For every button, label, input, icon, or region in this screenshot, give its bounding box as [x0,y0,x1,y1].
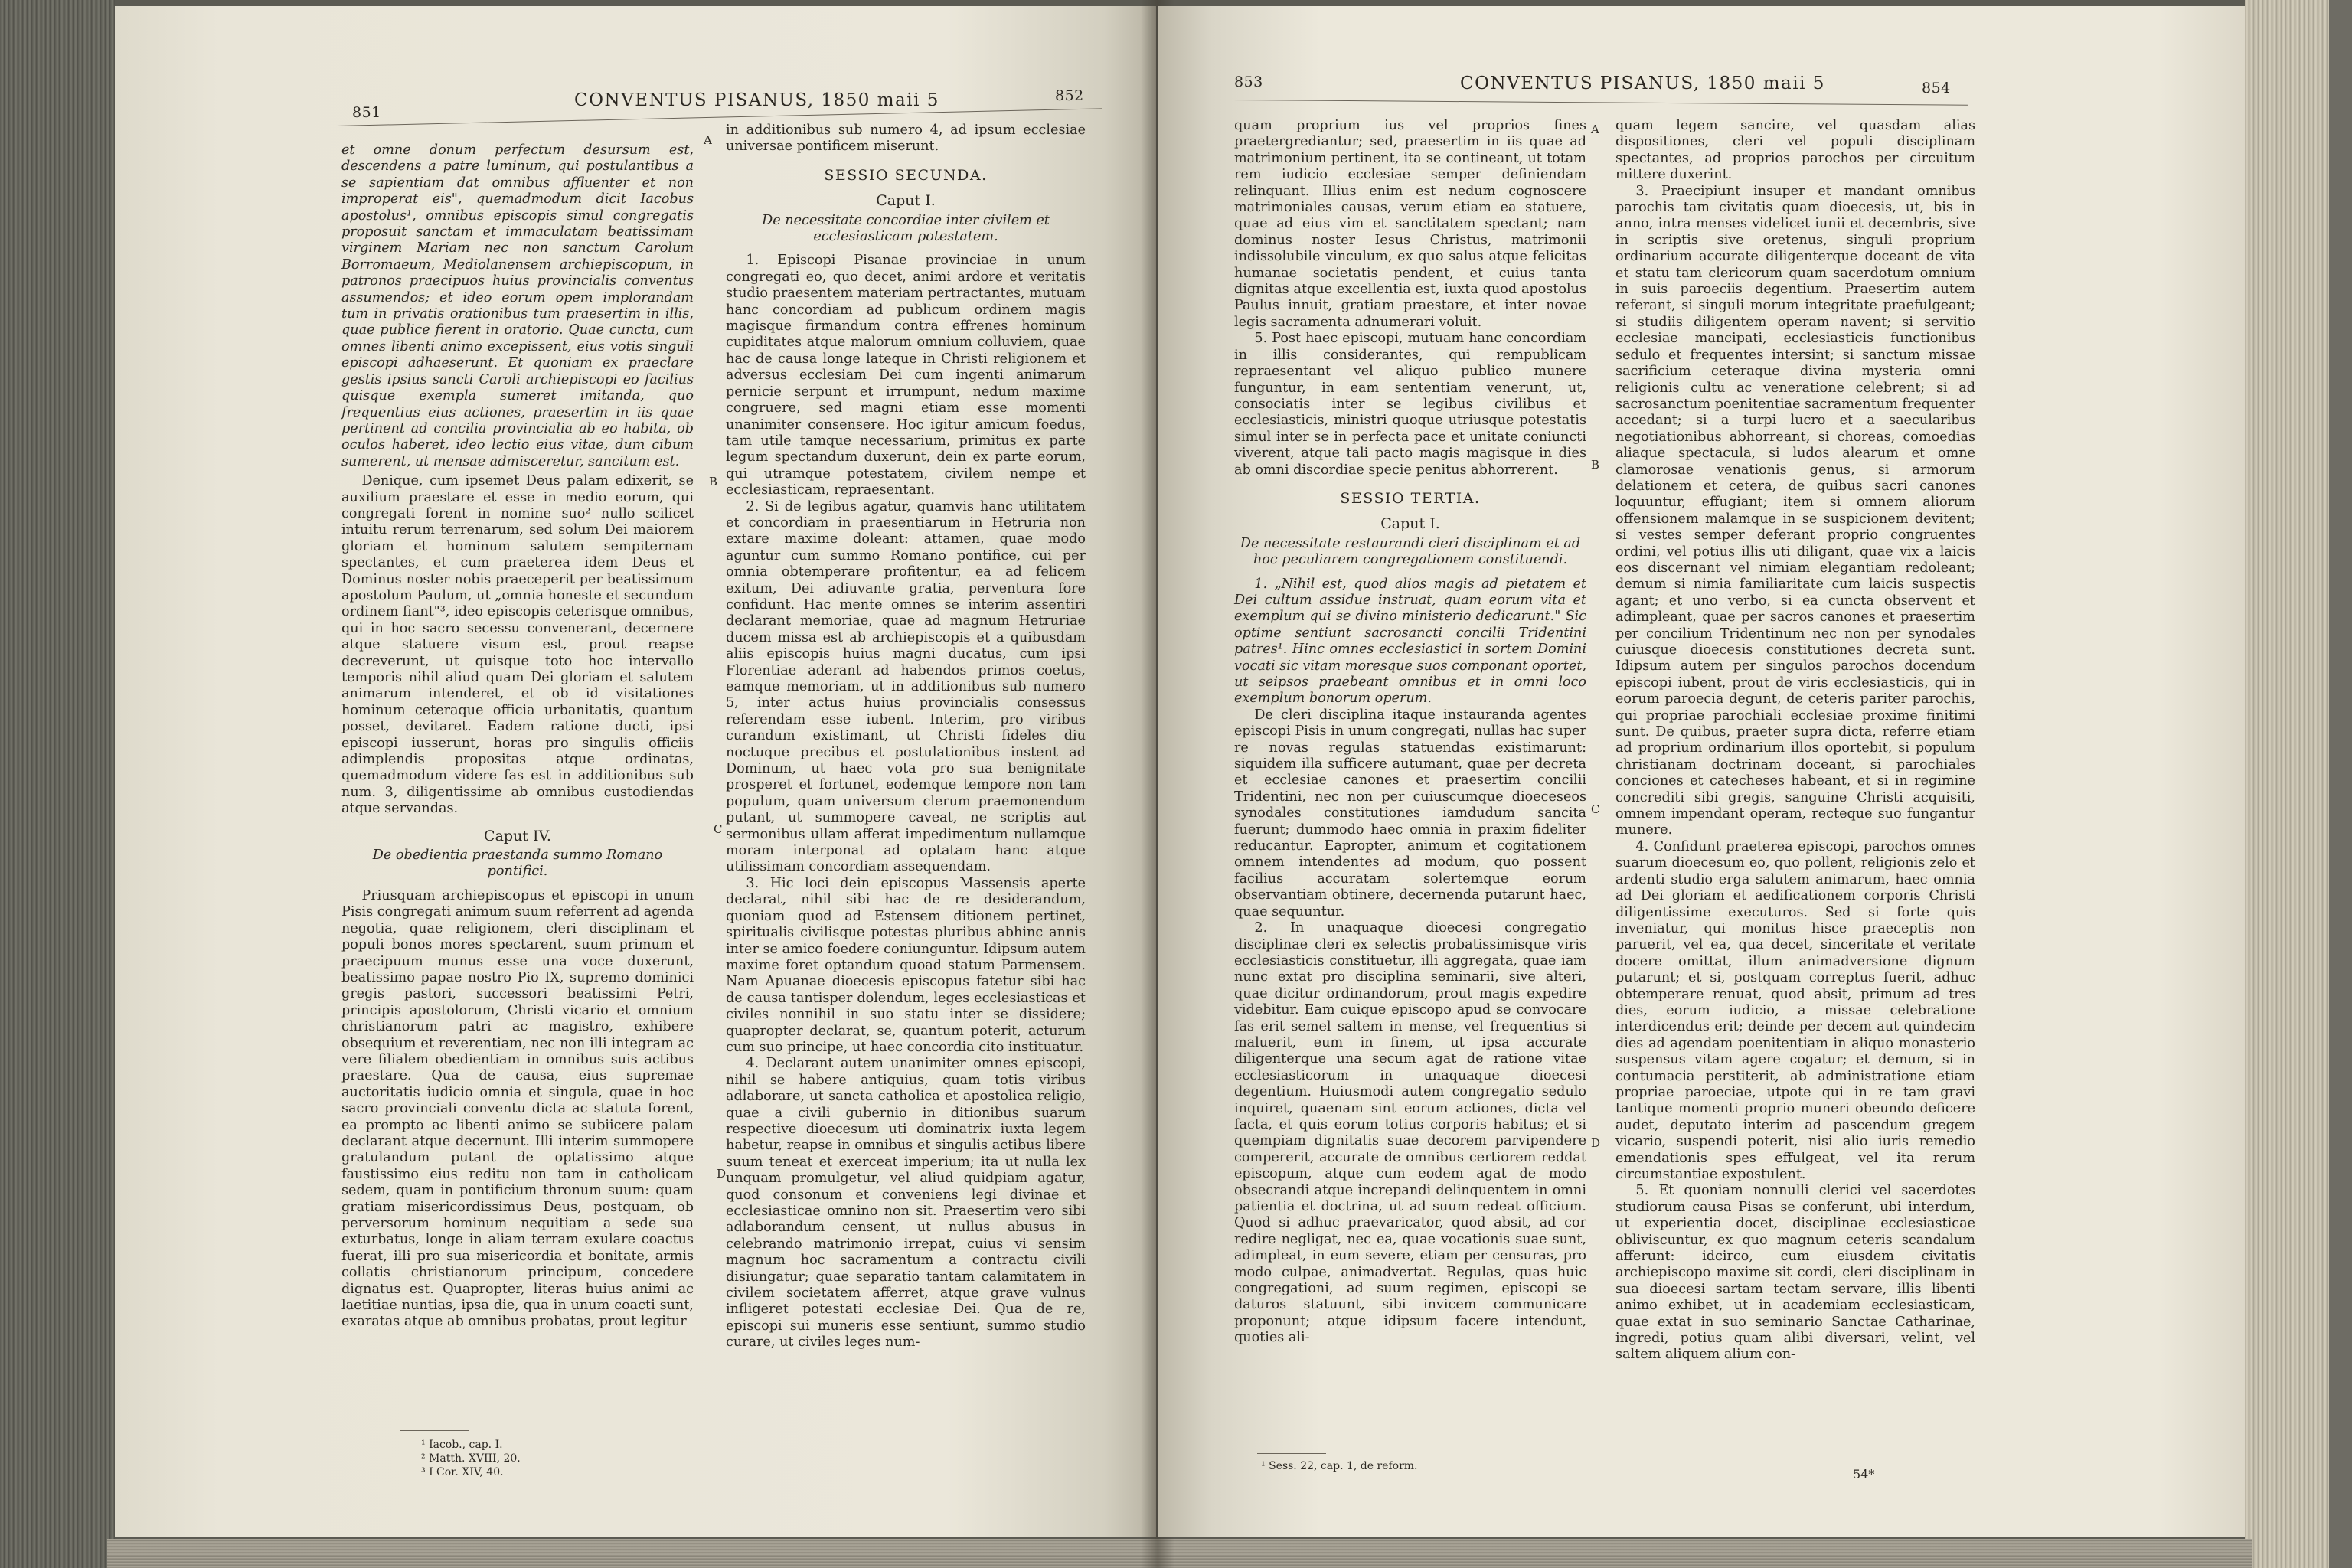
paragraph: 2. Si de legibus agatur, quamvis hanc utilitatem et concordiam in praesentiarum in Hetruria non extare maxime doleant: attamen, quae modo aguntur cum summo Romano pontifice, cui per omnia obtemperare profitentur, ea ad felicem exitum, Dei adiuvante gratia, perventura fore confidunt. Hac mente omnes se interim assentiri declarant memoriae, quae ad magnum Hetruriae ducem missa est ab archiepiscopis et a quibusdam aliis episcopis huius magni ducatus, cum ipsi Florentiae aderant ad habendos primos coetus, eamque memoriam, ut in additionibus sub numero 5, inter actus huius provincialis consessus referendam esse iubent. Interim, pro viribus curandum existimant, ut Christi fideles diu noctuque precibus et postulationibus instent ad Dominum, ut haec vota pro sua benignitate prosperet et fortunet, eodemque tempore non tam populum, quam universum clerum praemonendum putant, ut summopere caveat, ne scriptis aut sermonibus ullam afferat impedimentum nullamque moram interponat ad optatam hanc atque utilissimam concordiam assequendam. [726,498,1086,875]
paragraph: 5. Post haec episcopi, mutuam hanc concordiam in illis considerantes, qui rempublicam repraesentant vel aliquo publico munere funguntur, in eam sententiam venerunt, ut, consociatis inter se legibus civilibus et ecclesiasticis, ministri quoque utriusque potestatis simul inter se in perfecta pace et unitate coniuncti viverent, atque tali pacto magis magisque in dies ab omni discordiae specie penitus abhorrerent. [1234,331,1586,478]
paragraph: quam legem sancire, vel quasdam alias dispositiones, cleri vel populi disciplinam spectantes, ad proprios parochos per circuitum mittere duxerint. [1615,118,1975,183]
chapter-heading: Caput I. [876,192,936,210]
session-heading: SESSIO TERTIA. [1340,489,1481,507]
footnote-rule [1257,1453,1326,1454]
right-page [1158,6,2245,1537]
book-left-page-edges [0,0,115,1568]
chapter-title: De obedientia praestanda summo Romano pontifici. [372,848,663,880]
page-number-852: 852 [1055,87,1084,104]
footnotes-right [1261,1459,1567,1473]
chapter-title: De necessitate concordiae inter civilem et ecclesiasticam potestatem. [762,212,1050,245]
paragraph: et omne donum perfectum desursum est, descendens a patre luminum, qui postulantibus a se sapientiam dat omnibus affluenter et non improperat eis", quemadmodum dicit Iacobus apostolus¹, omnibus episcopis simul congregatis proposuit sanctam et immaculatam beatissimam virginem Mariam nec non sanctum Carolum Borromaeum, Mediolanensem archiepiscopum, in patronos praecipuos huius provincialis conventus assumendos; et ideo eorum opem implorandam tum in privatis orationibus tum praesertim in illis, quae publice fierent in oratorio. Quae cuncta, cum omnes libenti animo excepissent, eius votis singuli episcopi adhaeserunt. Et quoniam ex praeclare gestis ipsius sancti Caroli archiepiscopi eo facilius quisque exempla sumeret imitanda, quo frequentius eius actiones, praesertim in iis quae pertinent ad concilia provincialia ab eo habita, ob oculos haberet, ideo lectio eius vitae, dum cibum sumerent, ut mensae admisceretur, sancitum est. [341,142,694,469]
paragraph: 1. „Nihil est, quod alios magis ad pietatem et Dei cultum assidue instruat, quam eorum vita et exemplum qui se divino ministerio dedicarunt." Sic optime sentiunt sacrosancti concilii Tridentini patres¹. Hinc omnes ecclesiastici in sortem Domini vocati sic vitam moresque suos componant oportet, ut seipsos praebeant omnibus et in omni loco exemplum bonorum operum. [1234,576,1586,707]
page-number-854: 854 [1922,80,1951,96]
margin-marker-b: B [1591,458,1600,472]
footnote: ³ I Cor. XIV, 40. [421,1466,504,1478]
page-number-851: 851 [352,104,381,121]
paragraph: 3. Hic loci dein episcopus Massensis aperte declarat, nihil sibi hac de re desiderandum, quoniam quod ad Estensem ditionem pertinet, spiritualis civilisque potestas pluribus abhinc annis inter se amico foedere coniunguntur. Idipsum autem maxime foret optandum quoad statum Parmensem. Nam Apuanae dioecesis episcopus fatetur sibi hac de causa tantisper dolendum, leges ecclesiasticas et civiles nonnihil in suo statu inter se dissidere; quapropter declarat, se, quantum poterit, acturum cum suo principe, ut haec concordia cito instituatur. [726,875,1086,1055]
left-page-column-2 [726,122,1086,1351]
margin-marker-c: C [714,822,723,836]
paragraph: 4. Confidunt praeterea episcopi, parochos omnes suarum dioecesum eo, quo pollent, religionis zelo et ardenti studio erga salutem animarum, haec omnia ad Dei gloriam et aedificationem corporis Christi diligentissime executuros. Sed si forte quis inveniatur, qui monitus hisce praeceptis non paruerit, vel ea, qua decet, sinceritate et veritate docere omittat, illum animadversione dignum putarunt; et si, postquam correptus fuerit, adhuc obtemperare renuat, quod absit, primum ad tres dies, eorum iudicio, a missae celebratione interdicendus erit; deinde per decem aut quindecim dies ad agendam poenitentiam in aliquo monasterio suspensus vitam agere cogatur; et demum, si in contumacia perstiterit, ab administratione etiam propriae paroeciae, utpote qui in re tam gravi tantique momenti proprio muneri obeundo deficere audet, deputato interim ad pascendum gregem vicario, suspendi poterit, nisi alio iuris remedio emendationis spes effulgeat, vel ita rerum circumstantiae expostulent. [1615,838,1975,1182]
header-rule-right [1233,100,1968,106]
paragraph: 3. Praecipiunt insuper et mandant omnibus parochis tam civitatis quam dioecesis, ut, bis in anno, intra menses videlicet iunii et decembris, sive in scriptis sive oretenus, singuli proprium ordinarium accurate diligenterque doceant de vita et statu tam clericorum quam sacerdotum omnium in suis paroeciis degentium. Praesertim autem referant, si singuli morum integritate praefulgeant; si studiis diligentem operam navent; si servitio ecclesiae mancipati, ecclesiasticis functionibus sedulo et frequentes intersint; si sanctum missae sacrificium ceteraque divina mysteria omni religionis cultu ac veneratione celebrent; si ad sacrosanctum poenitentiae sacramentum frequenter accedant; si a turpi lucro et a saecularibus negotiationibus abhorreant, si choreas, comoedias aliaque spectacula, si ludos alearum et omne clamorosae venationis genus, si armorum delationem et cetera, de quibus sacri canones loquuntur, effugiant; item si omnem aliorum offensionem malamque in se suspicionem devitent; si vestes semper deferant proprio congruentes ordini, vel potius illis uti diligant, quae vix a laicis eos discernant vel nimiam elegantiam redoleant; demum si nimia familiaritate cum laicis suspectis agant; et uno verbo, si ea cuncta observent et adimpleant, quae per sacros canones et praesertim per concilium Tridentinum nec non per synodales cuiusque dioecesis constitutiones decreta sunt. Idipsum autem per singulos parochos docendum episcopi iubent, prout de viris ecclesiasticis, qui in eorum paroecia degunt, de ceteris pariter parochis, qui propriae parochiali ecclesiae proxime finitimi sunt. De quibus, praeter supra dicta, referre etiam ad proprium ordinarium illos oportebit, si populum christianam doctrinam doceant, si parochiales conciones et catecheses habeant, et si in regimine concrediti sibi gregis, sanguine Christi acquisiti, omnem impendant operam, recteque suo fungantur munere. [1615,183,1975,838]
paragraph: 1. Episcopi Pisanae provinciae in unum congregati eo, quo decet, animi ardore et veritatis studio praesentem materiam pertractantes, mutuam hanc concordiam ad publicum ordinem magis magisque firmandum contra effrenes hominum cupiditates atque malorum omnium colluviem, quae hac de causa longe lateque in Christi religionem et adversus ecclesiam Dei cum ingenti animarum pernicie serpunt et irrumpunt, nedum maxime congruere, sed magni etiam esse momenti unanimiter consensere. Hoc igitur amicum foedus, tam utile tamque necessarium, primitus ex parte legum spectandum duxerunt, dein ex parte eorum, qui utramque potestatem, civilem nempe et ecclesiasticam, repraesentant. [726,253,1086,498]
chapter-heading: Caput IV. [484,827,551,844]
chapter-title: De necessitate restaurandi cleri disciplinam et ad hoc peculiarem congregationem constituendi. [1240,535,1581,568]
footnote: ² Matth. XVIII, 20. [421,1452,521,1465]
footnote: ¹ Sess. 22, cap. 1, de reform. [1261,1460,1418,1472]
paragraph: in additionibus sub numero 4, ad ipsum ecclesiae universae pontificem miserunt. [726,122,1086,155]
footnotes-left [421,1438,727,1479]
left-page-column-1 [341,142,694,1331]
page-number-853: 853 [1234,74,1263,90]
paragraph: Priusquam archiepiscopus et episcopi in unum Pisis congregati animum suum referrent ad agenda negotia, quae religionem, cleri disciplinam et populi bonos mores spectarent, suum primum et praecipuum munus esse una voce duxerunt, beatissimo papae nostro Pio IX, supremo dominici gregis pastori, successori beatissimi Petri, principis apostolorum, Christi vicario et omnium christianorum patri ac magistro, exhibere obsequium et reverentiam, nec non illi integram ac vere filialem obedientiam in omnibus suis actibus praestare. Qua de causa, eius supremae auctoritatis iudicio omnia et singula, quae in hoc sacro provinciali conventu dicta ac statuta forent, ea prompto ac libenti animo se subiicere palam declarant atque decernunt. Illi interim summopere gratulandum putant de optatissimo atque faustissimo eius reditu non tam in catholicam sedem, quam in pontificium thronum suum: quam gratiam misericordissimus Deus, postquam, ob perversorum hominum nequitiam a sede sua exturbatus, longe in aliam terram exulare coactus fuerat, illi pro sua misericordia et bonitate, armis collatis christianorum principum, concedere dignatus est. Quapropter, literas huius animi ac laetitiae nuntias, ipsa die, qua in unum coacti sunt, exaratas atque ab omnibus probatas, prout legitur [341,887,694,1330]
paragraph: De cleri disciplina itaque instauranda agentes episcopi Pisis in unum congregati, nullas hac super re novas regulas statuendas existimarunt: siquidem illa sufficere autumant, quae per decreta et ecclesiae canones et praesertim concilii Tridentini, nec non per cuiuscumque dioeceseos synodales constitutiones iamdudum sancita fuerunt; dummodo haec omnia in praxim fideliter reducantur. Eapropter, animum et cogitationem omnem intendentes ad modum, quo possent facilius accuratam solertemque eorum observantiam obtinere, decernenda putarunt haec, quae sequuntur. [1234,707,1586,920]
book-right-cover [2329,0,2352,1568]
paragraph: quam proprium ius vel proprios fines praetergrediantur; sed, praesertim in iis quae ad matrimonium pertinent, ita se contineant, ut totam rem iudicio ecclesiae semper definiendam relinquant. Illius enim est nedum cognoscere matrimoniales causas, verum etiam ea statuere, quae ad eius vim et sanctitatem spectant; nam dominus noster Iesus Christus, matrimonii indissolubile vinculum, ex quo salus atque felicitas humanae societatis pendent, et cuius tanta dignitas atque excellentia est, iuxta quod apostolus Paulus innuit, gratiam praestare, et inter novae legis sacramenta adnumerari voluit. [1234,118,1586,330]
signature-mark: 54* [1853,1467,1875,1481]
running-title-left: CONVENTUS PISANUS, 1850 maii 5 [574,90,939,110]
margin-marker-d: D [1591,1136,1601,1150]
margin-marker-c: C [1591,802,1600,816]
session-heading: SESSIO SECUNDA. [824,166,988,184]
book-bottom-edges [107,1539,2252,1568]
margin-marker-b: B [709,475,718,488]
paragraph: 5. Et quoniam nonnulli clerici vel sacerdotes studiorum causa Pisas se conferunt, ubi interdum, ut experientia docet, disciplinae ecclesiasticae obliviscuntur, ex quo magnum ceteris scandalum afferunt: idcirco, cum eiusdem civitatis archiepiscopo maxime sit cordi, cleri disciplinam in sua dioecesi sartam tectam servare, illis libenti animo exhibet, ut in academiam ecclesiasticam, quae extat in suo seminario Sanctae Catharinae, ingredi, potius quam alibi diversari, velint, vel saltem aliquem alium con- [1615,1183,1975,1363]
footnote: ¹ Iacob., cap. I. [421,1439,503,1451]
left-page [115,6,1156,1537]
paragraph: 4. Declarant autem unanimiter omnes episcopi, nihil se habere antiquius, quam totis viribus adlaborare, ut sancta catholica et apostolica religio, quae a civili gubernio in ditionibus suarum respective dioecesum uti dominatrix iuxta legem habetur, reapse in omnibus et singulis actibus libere suum teneat et exerceat imperium; ita ut nulla lex unquam promulgetur, vel aliud quidpiam agatur, quod consonum et conveniens legi divinae et ecclesiasticae omnino non sit. Praesertim vero sibi adlaborandum censent, ut nullus abusus in celebrando matrimonio irrepat, cuius vi sensim magnum hoc sacramentum a contractu civili disiungatur; quae separatio tantam calamitatem in civilem societatem afferret, atque grave vulnus infligeret potestati ecclesiae Dei. Qua de re, episcopi sui muneris esse sentiunt, summo studio curare, ut civiles leges num- [726,1056,1086,1351]
paragraph: 2. In unaquaque dioecesi congregatio disciplinae cleri ex selectis probatissimisque viris ecclesiasticis constituetur, illi aggregata, quae iam nunc extat pro disciplina seminarii, sive alteri, quae dicitur ordinandorum, prout magis expedire videbitur. Eam cuique episcopo apud se convocare fas erit semel saltem in mense, vel frequentius si maluerit, eum in finem, ut ipsa accurate diligenterque una secum agat de ratione vitae ecclesiasticorum in unaquaque dioecesi degentium. Huiusmodi autem congregatio sedulo inquiret, quaenam sint eorum actiones, dicta vel facta, et quis eorum totius corporis habitus; et si quempiam dignitatis suae decorem parvipendere compererit, accurate de omnibus certiorem reddat episcopum, atque cum eodem agat de modo obsecrandi atque increpandi delinquentem in omni patientia et doctrina, ut ad suum redeat officium. Quod si adhuc praevaricator, quod absit, ad cor redire negligat, nec ea, quae vocationis suae sunt, adimpleat, in eum severe, etiam per censuras, pro modo culpae, animadvertat. Regulas, quas huic congregationi, ad suum regimen, episcopi se daturos statuunt, sibi invicem communicare proponunt; atque idipsum facere intendunt, quoties ali- [1234,920,1586,1346]
right-page-column-1 [1234,118,1586,1347]
paragraph: Denique, cum ipsemet Deus palam edixerit, se auxilium praestare et esse in medio eorum, qui congregati forent in nomine suo² nullo scilicet intuitu rerum terrenarum, sed solum Dei maiorem gloriam et hominum salutem sempiternam spectantes, et cum praeterea idem Deus et Dominus noster nobis praeceperit per beatissimum apostolum Paulum, ut „omnia honeste et secundum ordinem fiant"³, ideo episcopis ceterisque omnibus, qui in hoc sacro secessu convenerant, decernere atque statuere visum est, prout reapse decreverunt, ut quisque toto hoc intervallo temporis nihil aliud quam Dei gloriam et salutem animarum intenderet, et ob id visitationes hominum ceteraque officia urbanitatis, quantum posset, devitaret. Eadem ratione ducti, ipsi episcopi iusserunt, horas pro singulis officiis adimplendis propositas atque ordinatas, quemadmodum videre fas est in additionibus sub num. 3, diligentissime ab omnibus custodiendas atque servandas. [341,473,694,817]
margin-marker-d: D [717,1167,727,1181]
chapter-heading: Caput I. [1380,515,1440,533]
running-title-right: CONVENTUS PISANUS, 1850 maii 5 [1460,74,1825,93]
margin-marker-a: A [1591,122,1599,136]
margin-marker-a: A [704,133,712,147]
footnote-rule [400,1430,469,1431]
right-page-column-2 [1615,118,1975,1364]
